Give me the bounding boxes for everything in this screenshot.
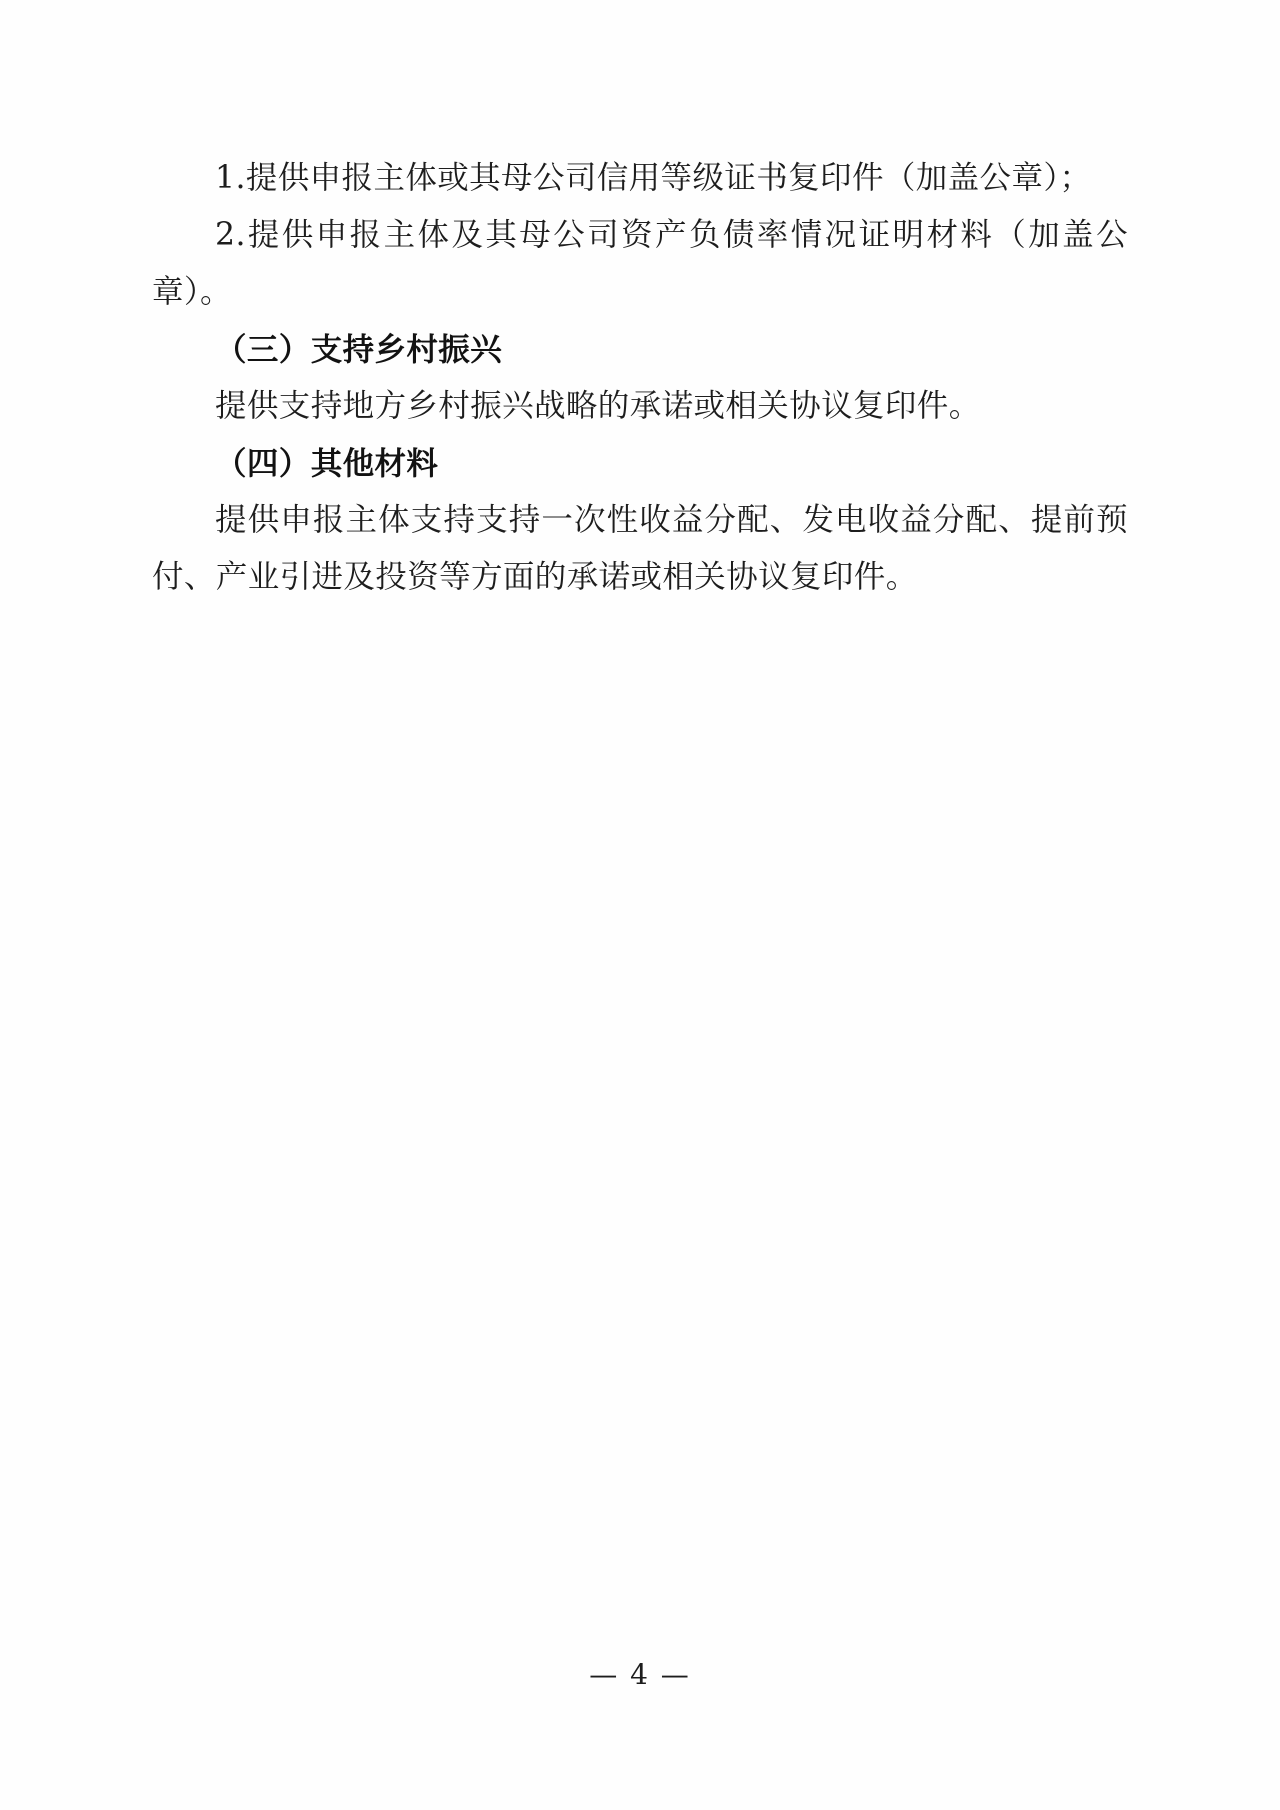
- section-heading-three: （三）支持乡村振兴: [215, 331, 503, 368]
- section-three-paragraph: 提供支持地方乡村振兴战略的承诺或相关协议复印件。: [215, 388, 981, 424]
- numbered-paragraph-1: 1.提供申报主体或其母公司信用等级证书复印件（加盖公章）；: [215, 160, 1092, 196]
- numbered-paragraph-2: 2.提供申报主体及其母公司资产负债率情况证明材料（加盖公章）。: [152, 217, 1128, 310]
- section-four-paragraph: 提供申报主体支持支持一次性收益分配、发电收益分配、提前预付、产业引进及投资等方面的承诺或相关协议复印件。: [152, 502, 1128, 595]
- document-body: [152, 150, 1128, 606]
- section-heading-four: （四）其他材料: [215, 445, 439, 482]
- page-number: — 4 —: [589, 1658, 691, 1691]
